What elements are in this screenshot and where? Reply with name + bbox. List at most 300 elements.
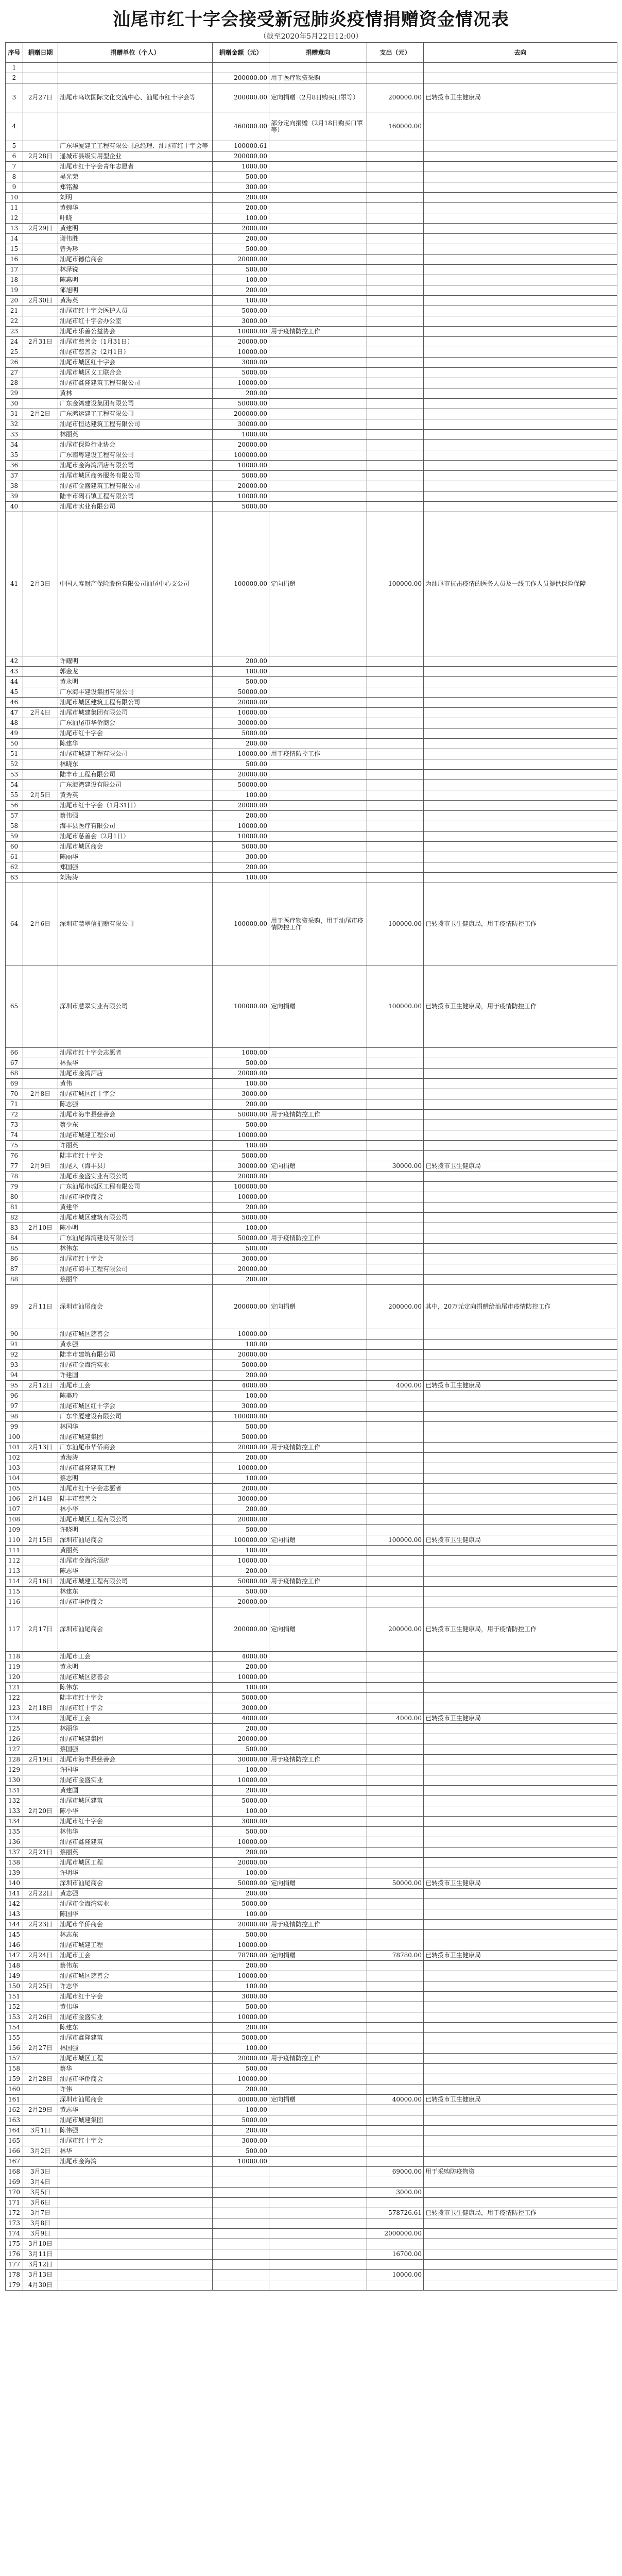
row-amount: 200.00 <box>213 2084 269 2095</box>
row-use <box>269 718 367 728</box>
row-destination <box>424 1202 617 1213</box>
row-amount: 100000.00 <box>213 512 269 656</box>
row-use: 定向捐赠（2月8日购买口罩等） <box>269 83 367 112</box>
row-out <box>367 1672 424 1683</box>
row-date: 2月15日 <box>23 1535 58 1546</box>
row-out <box>367 1254 424 1264</box>
row-out: 2000000.00 <box>367 2229 424 2239</box>
table-row <box>6 2218 617 2229</box>
row-donor: 深圳市慧翠实业有限公司 <box>58 965 213 1048</box>
row-use <box>269 182 367 193</box>
row-date <box>23 1244 58 1254</box>
row-amount: 10000.00 <box>213 1463 269 1473</box>
row-date <box>23 1453 58 1463</box>
row-amount: 200.00 <box>213 1724 269 1734</box>
row-out: 100000.00 <box>367 965 424 1048</box>
row-date <box>23 1141 58 1151</box>
row-amount: 20000.00 <box>213 1858 269 1868</box>
row-destination <box>424 358 617 368</box>
table-row <box>6 1370 617 1381</box>
table-row <box>6 2064 617 2074</box>
row-destination <box>424 172 617 182</box>
row-amount: 100.00 <box>213 1981 269 1992</box>
row-donor: 黄永明 <box>58 1662 213 1672</box>
row-no: 20 <box>6 296 23 306</box>
row-date <box>23 1775 58 1786</box>
row-no: 70 <box>6 1089 23 1099</box>
row-no: 109 <box>6 1525 23 1535</box>
row-out <box>367 1577 424 1587</box>
row-donor: 蔡伟东 <box>58 1961 213 1971</box>
row-no: 24 <box>6 337 23 347</box>
row-destination <box>424 1525 617 1535</box>
row-amount <box>213 2218 269 2229</box>
row-amount: 4000.00 <box>213 1714 269 1724</box>
row-no: 50 <box>6 739 23 749</box>
row-no: 33 <box>6 430 23 440</box>
row-no: 127 <box>6 1744 23 1755</box>
row-use <box>269 687 367 698</box>
table-row <box>6 512 617 656</box>
table-row <box>6 1981 617 1992</box>
row-donor: 林小华 <box>58 1504 213 1515</box>
row-amount: 100.00 <box>213 873 269 883</box>
row-destination <box>424 2105 617 2115</box>
row-no: 61 <box>6 852 23 862</box>
row-donor: 汕尾市城区工程有限公司 <box>58 1515 213 1525</box>
row-amount: 100000.00 <box>213 883 269 965</box>
table-row <box>6 1473 617 1484</box>
row-out <box>367 1233 424 1244</box>
table-row <box>6 2249 617 2260</box>
row-amount <box>213 2239 269 2249</box>
row-use <box>269 728 367 739</box>
row-destination <box>424 2157 617 2167</box>
row-out: 16700.00 <box>367 2249 424 2260</box>
row-date <box>23 471 58 481</box>
row-no: 105 <box>6 1484 23 1494</box>
row-destination <box>424 2229 617 2239</box>
row-destination <box>424 708 617 718</box>
row-destination: 已转拨市卫生健康局 <box>424 1161 617 1172</box>
row-out <box>367 1806 424 1817</box>
table-row <box>6 1350 617 1360</box>
row-donor: 汕尾市红十字会医护人员 <box>58 306 213 316</box>
table-row <box>6 790 617 801</box>
row-amount: 10000.00 <box>213 461 269 471</box>
row-amount: 20000.00 <box>213 337 269 347</box>
row-donor: 汕尾市城建集团 <box>58 1734 213 1744</box>
table-row <box>6 1329 617 1340</box>
row-donor: 海丰县医疗有限公司 <box>58 821 213 832</box>
table-row <box>6 1693 617 1703</box>
table-row <box>6 883 617 965</box>
row-no: 172 <box>6 2208 23 2218</box>
row-use <box>269 1120 367 1130</box>
row-donor: 汕尾市红十字会办公室 <box>58 316 213 327</box>
row-date <box>23 1233 58 1244</box>
row-donor: 林国强 <box>58 2043 213 2054</box>
row-destination <box>424 1443 617 1453</box>
table-row <box>6 2239 617 2249</box>
row-amount: 200.00 <box>213 1370 269 1381</box>
row-no: 121 <box>6 1683 23 1693</box>
row-no: 130 <box>6 1775 23 1786</box>
row-amount: 100.00 <box>213 2105 269 2115</box>
row-use <box>269 2033 367 2043</box>
row-out <box>367 151 424 162</box>
row-destination <box>424 203 617 213</box>
row-donor <box>58 63 213 73</box>
table-row <box>6 2033 617 2043</box>
row-destination: 已转拨市卫生健康局 <box>424 1381 617 1391</box>
row-donor: 深圳市汕尾商会 <box>58 2095 213 2105</box>
row-amount: 500.00 <box>213 1525 269 1535</box>
row-destination <box>424 687 617 698</box>
row-donor <box>58 2198 213 2208</box>
row-amount: 1000.00 <box>213 430 269 440</box>
row-date: 4月30日 <box>23 2280 58 2291</box>
row-destination <box>424 2054 617 2064</box>
table-row <box>6 1223 617 1233</box>
row-use <box>269 172 367 182</box>
row-out <box>367 1566 424 1577</box>
table-row <box>6 2167 617 2177</box>
table-row <box>6 2188 617 2198</box>
row-donor: 许伟 <box>58 2084 213 2095</box>
row-amount: 5000.00 <box>213 1151 269 1161</box>
row-use <box>269 1275 367 1285</box>
row-donor: 汕尾市城建工程有限公司 <box>58 749 213 759</box>
row-amount: 500.00 <box>213 172 269 182</box>
table-row <box>6 1775 617 1786</box>
table-row <box>6 141 617 151</box>
table-row <box>6 63 617 73</box>
row-date: 2月3日 <box>23 512 58 656</box>
row-no: 58 <box>6 821 23 832</box>
row-amount: 30000.00 <box>213 1161 269 1172</box>
table-row <box>6 368 617 378</box>
row-use <box>269 1817 367 1827</box>
row-destination <box>424 862 617 873</box>
row-no: 60 <box>6 842 23 852</box>
row-out: 160000.00 <box>367 112 424 141</box>
table-row <box>6 399 617 409</box>
row-no: 170 <box>6 2188 23 2198</box>
row-date: 2月14日 <box>23 1494 58 1504</box>
row-amount: 30000.00 <box>213 718 269 728</box>
row-destination <box>424 2146 617 2157</box>
row-use <box>269 224 367 234</box>
row-date <box>23 450 58 461</box>
header-out: 支出（元） <box>367 43 424 63</box>
row-date <box>23 1930 58 1940</box>
table-row <box>6 316 617 327</box>
table-body <box>6 63 617 2291</box>
page-title: 汕尾市红十字会接受新冠肺炎疫情捐赠资金情况表 <box>113 9 509 30</box>
row-date <box>23 1151 58 1161</box>
row-out <box>367 306 424 316</box>
row-donor: 汕尾市金盛实业 <box>58 2012 213 2023</box>
row-amount: 5000.00 <box>213 842 269 852</box>
row-date <box>23 368 58 378</box>
row-no: 44 <box>6 677 23 687</box>
row-date <box>23 213 58 224</box>
row-destination <box>424 1401 617 1412</box>
row-donor: 陈小华 <box>58 1806 213 1817</box>
row-amount: 500.00 <box>213 1930 269 1940</box>
row-amount: 20000.00 <box>213 1069 269 1079</box>
row-out <box>367 1391 424 1401</box>
row-amount <box>213 2198 269 2208</box>
table-row <box>6 481 617 492</box>
row-date <box>23 2054 58 2064</box>
row-donor: 陈伟东 <box>58 1683 213 1693</box>
table-row <box>6 388 617 399</box>
row-destination <box>424 1473 617 1484</box>
row-no: 108 <box>6 1515 23 1525</box>
row-date <box>23 440 58 450</box>
row-no: 67 <box>6 1058 23 1069</box>
row-date <box>23 1412 58 1422</box>
row-use <box>269 2064 367 2074</box>
row-use <box>269 780 367 790</box>
row-date <box>23 2002 58 2012</box>
row-destination <box>424 821 617 832</box>
row-no: 71 <box>6 1099 23 1110</box>
row-out: 40000.00 <box>367 2095 424 2105</box>
row-use: 用于疫情防控工作 <box>269 2054 367 2064</box>
row-amount: 500.00 <box>213 2146 269 2157</box>
row-use <box>269 265 367 275</box>
row-destination <box>424 316 617 327</box>
row-no: 64 <box>6 883 23 965</box>
row-amount: 10000.00 <box>213 378 269 388</box>
row-amount: 100.00 <box>213 1683 269 1693</box>
row-use <box>269 1827 367 1837</box>
row-use <box>269 63 367 73</box>
row-use <box>269 770 367 780</box>
row-amount: 5000.00 <box>213 306 269 316</box>
row-destination <box>424 1360 617 1370</box>
row-date <box>23 1391 58 1401</box>
row-use: 用于疫情防控工作 <box>269 1110 367 1120</box>
row-donor: 汕尾市金海湾实业 <box>58 1899 213 1909</box>
row-destination <box>424 2198 617 2208</box>
row-donor: 汕尾市实业有限公司 <box>58 502 213 512</box>
row-no: 147 <box>6 1951 23 1961</box>
row-destination <box>424 656 617 667</box>
row-date <box>23 1254 58 1264</box>
row-amount: 200.00 <box>213 1202 269 1213</box>
table-row <box>6 2054 617 2064</box>
row-donor: 汕尾市金盛建筑工程有限公司 <box>58 481 213 492</box>
row-use <box>269 1703 367 1714</box>
row-no: 16 <box>6 255 23 265</box>
row-destination: 已转拨市卫生健康局 <box>424 1878 617 1889</box>
row-donor: 林国华 <box>58 1422 213 1432</box>
row-out <box>367 316 424 327</box>
table-row <box>6 1412 617 1422</box>
row-date <box>23 306 58 316</box>
row-use: 用于疫情防控工作 <box>269 1920 367 1930</box>
row-use: 定向捐赠 <box>269 512 367 656</box>
row-date: 2月12日 <box>23 1381 58 1391</box>
row-donor: 陆丰市慈善会 <box>58 1494 213 1504</box>
row-no: 158 <box>6 2064 23 2074</box>
row-no: 45 <box>6 687 23 698</box>
row-use <box>269 2218 367 2229</box>
row-date <box>23 1329 58 1340</box>
row-amount: 100000.00 <box>213 1182 269 1192</box>
row-destination <box>424 728 617 739</box>
row-donor: 许晓明 <box>58 1525 213 1535</box>
table-row <box>6 832 617 842</box>
row-date: 3月8日 <box>23 2218 58 2229</box>
row-use <box>269 1848 367 1858</box>
table-row <box>6 430 617 440</box>
row-date <box>23 770 58 780</box>
row-no: 88 <box>6 1275 23 1285</box>
row-no: 156 <box>6 2043 23 2054</box>
row-date <box>23 1878 58 1889</box>
row-out <box>367 440 424 450</box>
row-destination <box>424 234 617 244</box>
row-destination <box>424 1868 617 1878</box>
row-no: 161 <box>6 2095 23 2105</box>
table-row <box>6 1848 617 1858</box>
row-use <box>269 2043 367 2054</box>
row-amount: 5000.00 <box>213 502 269 512</box>
row-use <box>269 790 367 801</box>
row-date <box>23 821 58 832</box>
row-amount: 10000.00 <box>213 832 269 842</box>
row-donor: 汕尾市工会 <box>58 1714 213 1724</box>
table-row <box>6 409 617 419</box>
row-amount: 4000.00 <box>213 1381 269 1391</box>
row-no: 131 <box>6 1786 23 1796</box>
row-out <box>367 1141 424 1151</box>
row-out <box>367 1422 424 1432</box>
table-row <box>6 1443 617 1453</box>
table-row <box>6 1213 617 1223</box>
row-donor: 邹旭明 <box>58 285 213 296</box>
row-no: 55 <box>6 790 23 801</box>
table-row <box>6 244 617 255</box>
row-use <box>269 1992 367 2002</box>
row-amount: 200000.00 <box>213 73 269 83</box>
row-date <box>23 1672 58 1683</box>
row-amount: 500.00 <box>213 1244 269 1254</box>
row-amount: 200.00 <box>213 1453 269 1463</box>
row-no: 115 <box>6 1587 23 1597</box>
row-no: 159 <box>6 2074 23 2084</box>
row-date <box>23 1971 58 1981</box>
row-donor <box>58 2229 213 2239</box>
row-date <box>23 1099 58 1110</box>
row-date: 2月25日 <box>23 1981 58 1992</box>
row-donor: 陆丰市建筑有限公司 <box>58 1350 213 1360</box>
row-use <box>269 2023 367 2033</box>
row-donor: 黄伟 <box>58 1079 213 1089</box>
row-destination <box>424 1370 617 1381</box>
table-row <box>6 2146 617 2157</box>
table-row <box>6 1484 617 1494</box>
row-destination <box>424 1765 617 1775</box>
row-use: 用于疫情防控工作 <box>269 749 367 759</box>
table-row <box>6 1662 617 1672</box>
row-no: 152 <box>6 2002 23 2012</box>
table-row <box>6 656 617 667</box>
row-date: 2月13日 <box>23 1443 58 1453</box>
row-donor: 黄海英 <box>58 296 213 306</box>
row-date <box>23 677 58 687</box>
row-destination <box>424 2033 617 2043</box>
row-amount: 10000.00 <box>213 708 269 718</box>
row-donor: 陈惠明 <box>58 275 213 285</box>
row-use <box>269 1940 367 1951</box>
row-use <box>269 677 367 687</box>
row-donor: 汕尾市城建工程公司 <box>58 1130 213 1141</box>
row-use <box>269 285 367 296</box>
row-amount: 1000.00 <box>213 1048 269 1058</box>
row-amount: 500.00 <box>213 1827 269 1837</box>
row-out <box>367 1744 424 1755</box>
row-out <box>367 667 424 677</box>
row-out <box>367 471 424 481</box>
row-no: 87 <box>6 1264 23 1275</box>
row-out <box>367 1930 424 1940</box>
row-amount: 500.00 <box>213 265 269 275</box>
row-out <box>367 1587 424 1597</box>
table-row <box>6 1577 617 1587</box>
row-out <box>367 2023 424 2033</box>
row-date <box>23 1546 58 1556</box>
row-destination <box>424 780 617 790</box>
table-row <box>6 1607 617 1652</box>
row-date: 2月8日 <box>23 1089 58 1099</box>
row-out <box>367 1484 424 1494</box>
row-date: 2月18日 <box>23 1703 58 1714</box>
table-row <box>6 296 617 306</box>
row-date: 3月12日 <box>23 2260 58 2270</box>
row-destination <box>424 1827 617 1837</box>
row-no: 111 <box>6 1546 23 1556</box>
row-amount: 100.00 <box>213 296 269 306</box>
table-row <box>6 1889 617 1899</box>
row-out <box>367 2280 424 2291</box>
row-out <box>367 492 424 502</box>
row-out <box>367 2136 424 2146</box>
row-donor: 黄丽英 <box>58 1546 213 1556</box>
table-row <box>6 492 617 502</box>
row-amount: 3000.00 <box>213 2136 269 2146</box>
row-no: 110 <box>6 1535 23 1546</box>
row-no: 46 <box>6 698 23 708</box>
row-destination <box>424 182 617 193</box>
row-use: 用于疫情防控工作 <box>269 1577 367 1587</box>
row-date <box>23 1484 58 1494</box>
table-row <box>6 162 617 172</box>
row-amount: 200.00 <box>213 1961 269 1971</box>
table-row <box>6 2198 617 2208</box>
row-date <box>23 1765 58 1775</box>
row-destination <box>424 224 617 234</box>
row-date: 3月11日 <box>23 2249 58 2260</box>
row-donor: 汕尾市红十字会 <box>58 1992 213 2002</box>
row-date: 2月23日 <box>23 1920 58 1930</box>
row-destination <box>424 440 617 450</box>
